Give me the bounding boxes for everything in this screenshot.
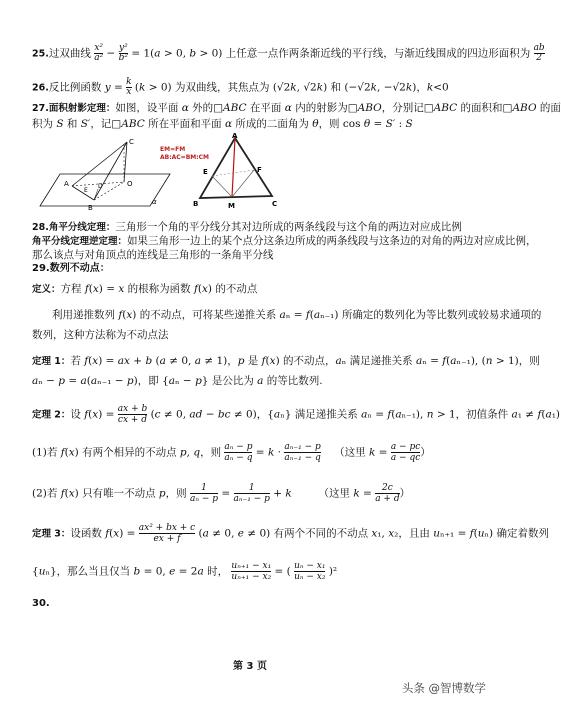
theorem-3-line2: {uₙ}，那么当且仅当 b = 0, e = 2a 时， uₙ₊₁ − x₁ uₙ₊₁ − x₂ = ( uₙ − x₁ uₙ − x₂ )² (32, 561, 338, 582)
theorem-2: 定理 2：设 f(x) = ax + b cx + d (c ≠ 0, ad − bc ≠ 0)，{aₙ} 满足递推关系 aₙ = f(aₙ₋₁), n > 1，初值条件 a₁ ≠ f(a₁) (32, 404, 561, 425)
label-o: O (127, 180, 133, 188)
theorem-1-line1: 定理 1：若 f(x) = ax + b (a ≠ 0, a ≠ 1)，p 是 f(x) 的不动点，aₙ 满足递推关系 aₙ = f(aₙ₋₁), (n > 1)，则 (32, 355, 540, 367)
item-26: 26.反比例函数 y = k x (k > 0) 为双曲线，其焦点为 (√2k, √2k) 和 (−√2k, −√2k)，k<0 (32, 77, 449, 97)
label-d: D (98, 183, 103, 190)
label-a2: A (232, 132, 238, 140)
label-b: B (88, 204, 93, 212)
theorem-3-line1: 定理 3：设函数 f(x) = ax² + bx + c ex + f (a ≠ 0, e ≠ 0) 有两个不同的不动点 x₁, x₂，且由 uₙ₊₁ = f(uₙ) 确定着数列 (32, 523, 549, 544)
label-f2: F (257, 166, 262, 174)
item-28-line3: 那么该点与对角顶点的连线是三角形的一条角平分线 (32, 249, 274, 261)
intro-line2: 数列，这种方法称为不动点法 (32, 329, 169, 341)
red-note: EM=FM AB:AC=BM:CM (160, 146, 210, 161)
label-m2: M (228, 202, 235, 210)
item-27-line1: 27.面积射影定理：如图，设平面 α 外的□ABC 在平面 α 内的射影为□ABO，分别记□ABC 的面积和□ABO 的面 (32, 102, 561, 114)
item-28-line1: 28.角平分线定理：三角形一个角的平分线分其对边所成的两条线段与这个角的两边对应成比例 (32, 221, 462, 233)
theorem-2-case-1: (1)若 f(x) 有两个相异的不动点 p, q，则 aₙ − p aₙ − q = k · aₙ₋₁ − p aₙ₋₁ − q （这里 k = a − pc a − qc） (32, 442, 431, 463)
page-number: 第 3 页 (233, 661, 267, 672)
item-30: 30. (32, 598, 50, 609)
theorem-2-case-2: (2)若 f(x) 只有唯一不动点 p，则 1 aₙ − p = 1 aₙ₋₁ − p + k （这里 k = 2c a + d） (32, 483, 411, 504)
label-e2: E (203, 168, 208, 176)
item-28-line2: 角平分线定理逆定理：如果三角形一边上的某个点分这条边所成的两条线段与这条边的对角的两边对应成比例， (32, 235, 537, 247)
angle-bisector-figure (190, 132, 280, 212)
label-a: A (64, 180, 69, 188)
theorem-1-line2: aₙ − p = a(aₙ₋₁ − p)，即 {aₙ − p} 是公比为 a 的等比数列. (32, 375, 323, 387)
item-25: 25.过双曲线 x² a² − y² b² = 1(a > 0, b > 0) 上任意一点作两条渐近线的平行线，与渐近线围成的四边形面积为 ab 2 (32, 43, 545, 63)
label-e: E (84, 187, 88, 194)
definition: 定义：方程 f(x) = x 的根称为函数 f(x) 的不动点 (32, 283, 258, 295)
item-27-line2: 积为 S 和 S′，记□ABC 所在平面和平面 α 所成的二面角为 θ，则 cos θ = S′ : S (32, 118, 413, 130)
label-c2: C (272, 200, 278, 208)
label-b2: B (193, 200, 199, 208)
watermark (402, 680, 486, 696)
intro-line1: 利用递推数列 f(x) 的不动点，可将某些递推关系 aₙ = f(aₙ₋₁) 所确定的数列化为等比数列或较易求通项的 (52, 309, 542, 321)
label-c: C (129, 138, 134, 146)
svg-text:α: α (152, 198, 157, 206)
watermark-text: 头条 @智博数学 (401, 681, 486, 695)
item-29-title: 29.数列不动点： (32, 263, 110, 274)
